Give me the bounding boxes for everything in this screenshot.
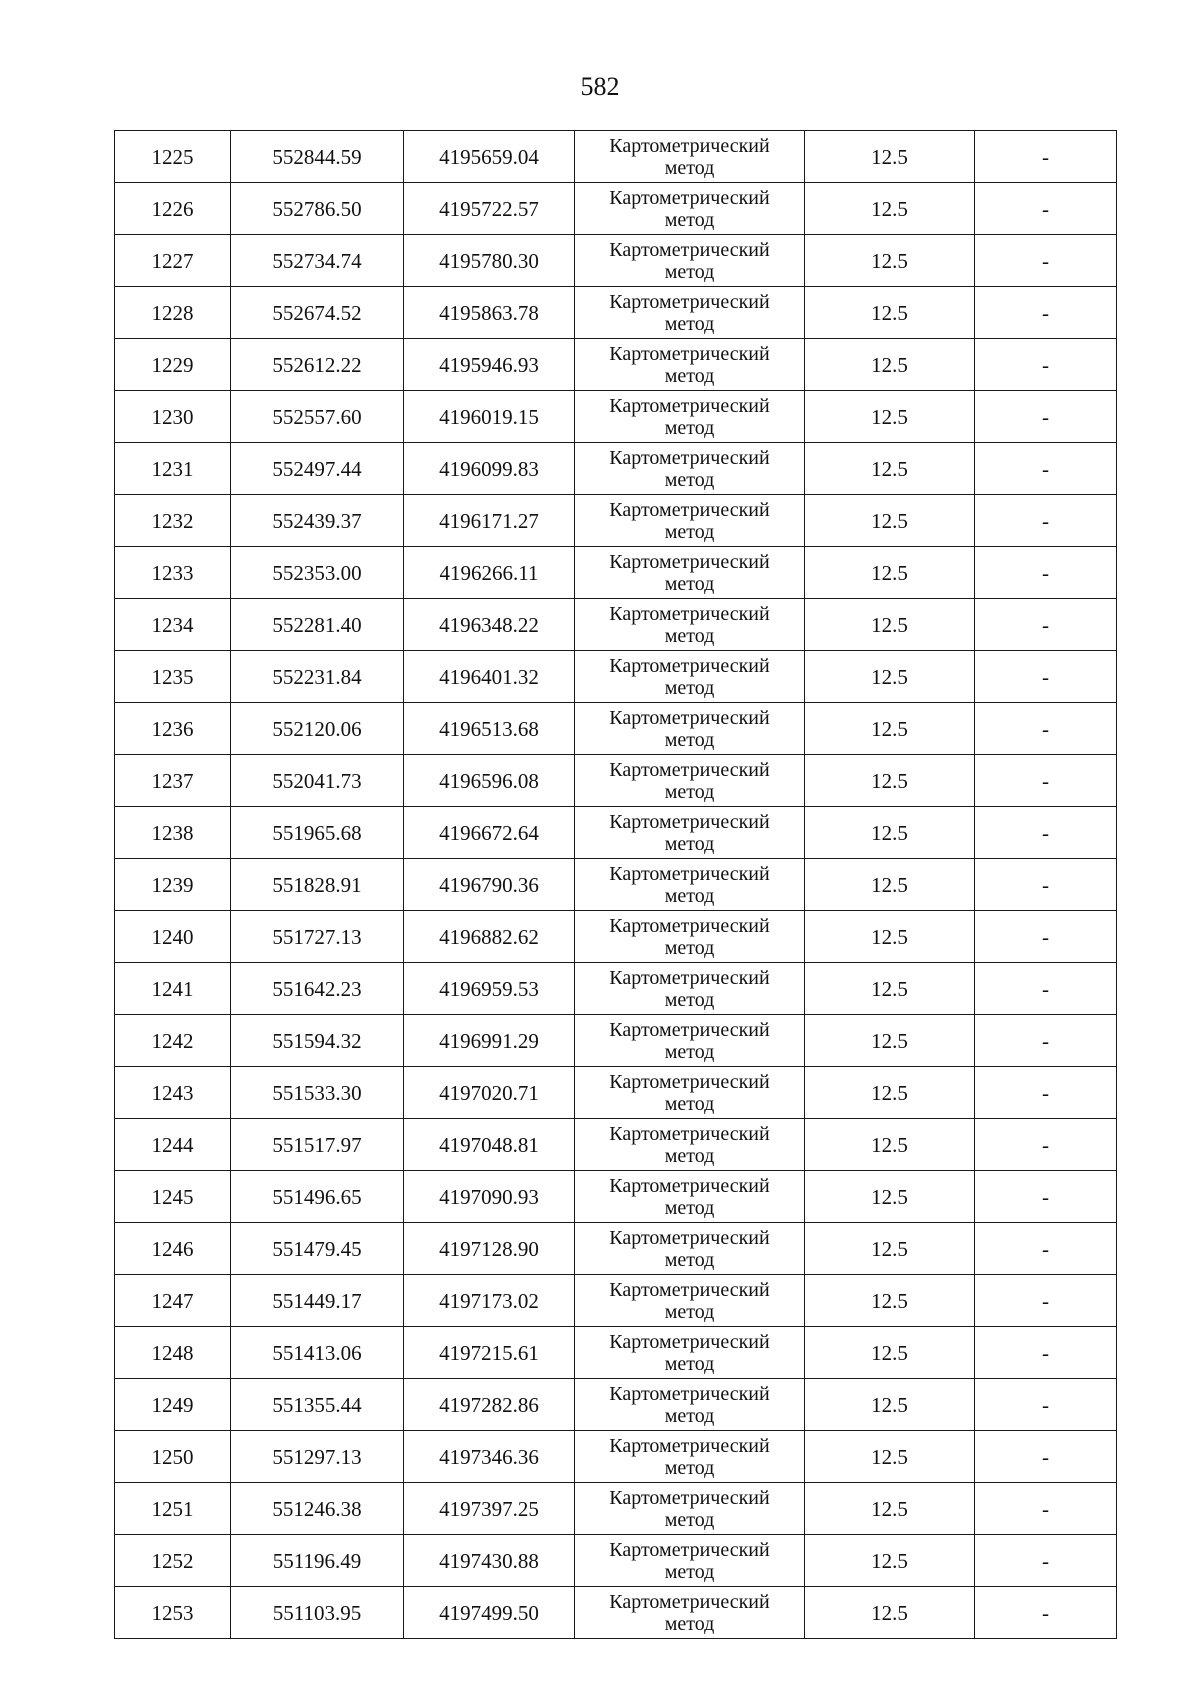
accuracy-cell: 12.5 xyxy=(805,1379,975,1431)
x-coordinate-cell: 551246.38 xyxy=(231,1483,404,1535)
point-number-cell: 1241 xyxy=(115,963,231,1015)
note-cell: - xyxy=(975,287,1117,339)
method-cell xyxy=(575,1535,805,1587)
y-coordinate-cell: 4196991.29 xyxy=(404,1015,575,1067)
point-number-cell: 1249 xyxy=(115,1379,231,1431)
method-line-1: Картометрический xyxy=(609,1122,770,1145)
x-coordinate-cell: 552557.60 xyxy=(231,391,404,443)
note-cell: - xyxy=(975,235,1117,287)
x-coordinate-cell: 551642.23 xyxy=(231,963,404,1015)
method-cell xyxy=(575,1067,805,1119)
accuracy-cell: 12.5 xyxy=(805,703,975,755)
note-cell: - xyxy=(975,495,1117,547)
method-line-2: метод xyxy=(664,520,715,543)
method-line-2: метод xyxy=(664,832,715,855)
x-coordinate-cell: 551479.45 xyxy=(231,1223,404,1275)
method-cell xyxy=(575,1587,805,1639)
point-number-cell: 1232 xyxy=(115,495,231,547)
method-line-2: метод xyxy=(664,416,715,439)
accuracy-cell: 12.5 xyxy=(805,1067,975,1119)
y-coordinate-cell: 4195659.04 xyxy=(404,131,575,183)
table-row xyxy=(115,547,1117,599)
accuracy-cell: 12.5 xyxy=(805,859,975,911)
y-coordinate-cell: 4197128.90 xyxy=(404,1223,575,1275)
method-line-2: метод xyxy=(664,1144,715,1167)
accuracy-cell: 12.5 xyxy=(805,1483,975,1535)
note-cell: - xyxy=(975,391,1117,443)
method-line-2: метод xyxy=(664,1508,715,1531)
note-cell: - xyxy=(975,1483,1117,1535)
method-cell xyxy=(575,1483,805,1535)
method-cell xyxy=(575,651,805,703)
note-cell: - xyxy=(975,131,1117,183)
coordinates-table xyxy=(114,130,1117,1639)
table-row xyxy=(115,1015,1117,1067)
accuracy-cell: 12.5 xyxy=(805,495,975,547)
method-line-1: Картометрический xyxy=(609,1486,770,1509)
x-coordinate-cell: 551594.32 xyxy=(231,1015,404,1067)
table-row xyxy=(115,599,1117,651)
method-line-1: Картометрический xyxy=(609,1330,770,1353)
table-row xyxy=(115,1483,1117,1535)
method-line-1: Картометрический xyxy=(609,394,770,417)
note-cell: - xyxy=(975,1223,1117,1275)
y-coordinate-cell: 4197173.02 xyxy=(404,1275,575,1327)
table-row xyxy=(115,1119,1117,1171)
method-line-2: метод xyxy=(664,1404,715,1427)
accuracy-cell: 12.5 xyxy=(805,1327,975,1379)
method-line-1: Картометрический xyxy=(609,498,770,521)
table-row xyxy=(115,1327,1117,1379)
note-cell: - xyxy=(975,443,1117,495)
point-number-cell: 1237 xyxy=(115,755,231,807)
method-line-1: Картометрический xyxy=(609,238,770,261)
page-number: 582 xyxy=(580,72,620,101)
point-number-cell: 1253 xyxy=(115,1587,231,1639)
x-coordinate-cell: 551103.95 xyxy=(231,1587,404,1639)
accuracy-cell: 12.5 xyxy=(805,1119,975,1171)
method-cell xyxy=(575,703,805,755)
method-line-2: метод xyxy=(664,676,715,699)
x-coordinate-cell: 551297.13 xyxy=(231,1431,404,1483)
accuracy-cell: 12.5 xyxy=(805,339,975,391)
x-coordinate-cell: 552353.00 xyxy=(231,547,404,599)
y-coordinate-cell: 4196099.83 xyxy=(404,443,575,495)
method-line-2: метод xyxy=(664,260,715,283)
method-line-1: Картометрический xyxy=(609,1174,770,1197)
point-number-cell: 1239 xyxy=(115,859,231,911)
method-line-2: метод xyxy=(664,1612,715,1635)
method-line-1: Картометрический xyxy=(609,1070,770,1093)
table-row xyxy=(115,1067,1117,1119)
method-line-1: Картометрический xyxy=(609,446,770,469)
x-coordinate-cell: 552612.22 xyxy=(231,339,404,391)
table-row xyxy=(115,651,1117,703)
point-number-cell: 1233 xyxy=(115,547,231,599)
method-cell xyxy=(575,807,805,859)
note-cell: - xyxy=(975,183,1117,235)
method-cell xyxy=(575,339,805,391)
method-cell xyxy=(575,131,805,183)
accuracy-cell: 12.5 xyxy=(805,807,975,859)
method-line-1: Картометрический xyxy=(609,602,770,625)
accuracy-cell: 12.5 xyxy=(805,1535,975,1587)
note-cell: - xyxy=(975,651,1117,703)
accuracy-cell: 12.5 xyxy=(805,1015,975,1067)
table-row xyxy=(115,391,1117,443)
method-cell xyxy=(575,755,805,807)
note-cell: - xyxy=(975,339,1117,391)
method-line-2: метод xyxy=(664,1352,715,1375)
x-coordinate-cell: 552281.40 xyxy=(231,599,404,651)
table-row xyxy=(115,1223,1117,1275)
method-line-1: Картометрический xyxy=(609,342,770,365)
y-coordinate-cell: 4195722.57 xyxy=(404,183,575,235)
x-coordinate-cell: 552786.50 xyxy=(231,183,404,235)
y-coordinate-cell: 4197430.88 xyxy=(404,1535,575,1587)
point-number-cell: 1230 xyxy=(115,391,231,443)
table-row xyxy=(115,1379,1117,1431)
accuracy-cell: 12.5 xyxy=(805,1275,975,1327)
accuracy-cell: 12.5 xyxy=(805,1587,975,1639)
table-row xyxy=(115,1535,1117,1587)
method-line-1: Картометрический xyxy=(609,1278,770,1301)
x-coordinate-cell: 552674.52 xyxy=(231,287,404,339)
note-cell: - xyxy=(975,1327,1117,1379)
method-line-2: метод xyxy=(664,572,715,595)
method-cell xyxy=(575,1379,805,1431)
point-number-cell: 1234 xyxy=(115,599,231,651)
method-line-1: Картометрический xyxy=(609,810,770,833)
method-line-2: метод xyxy=(664,728,715,751)
note-cell: - xyxy=(975,1171,1117,1223)
accuracy-cell: 12.5 xyxy=(805,1223,975,1275)
y-coordinate-cell: 4196019.15 xyxy=(404,391,575,443)
method-cell xyxy=(575,1223,805,1275)
x-coordinate-cell: 551727.13 xyxy=(231,911,404,963)
y-coordinate-cell: 4195946.93 xyxy=(404,339,575,391)
note-cell: - xyxy=(975,1587,1117,1639)
method-line-1: Картометрический xyxy=(609,1382,770,1405)
accuracy-cell: 12.5 xyxy=(805,443,975,495)
method-cell xyxy=(575,183,805,235)
table-body xyxy=(115,131,1117,1639)
y-coordinate-cell: 4196882.62 xyxy=(404,911,575,963)
table-row xyxy=(115,1431,1117,1483)
accuracy-cell: 12.5 xyxy=(805,131,975,183)
table-row xyxy=(115,287,1117,339)
point-number-cell: 1247 xyxy=(115,1275,231,1327)
table-row xyxy=(115,755,1117,807)
table-row xyxy=(115,1587,1117,1639)
method-cell xyxy=(575,391,805,443)
method-line-1: Картометрический xyxy=(609,1226,770,1249)
method-line-1: Картометрический xyxy=(609,914,770,937)
method-line-2: метод xyxy=(664,364,715,387)
method-line-1: Картометрический xyxy=(609,290,770,313)
method-line-2: метод xyxy=(664,208,715,231)
note-cell: - xyxy=(975,755,1117,807)
method-line-1: Картометрический xyxy=(609,654,770,677)
point-number-cell: 1229 xyxy=(115,339,231,391)
y-coordinate-cell: 4196401.32 xyxy=(404,651,575,703)
y-coordinate-cell: 4197346.36 xyxy=(404,1431,575,1483)
method-cell xyxy=(575,495,805,547)
note-cell: - xyxy=(975,807,1117,859)
method-line-2: метод xyxy=(664,1456,715,1479)
method-cell xyxy=(575,287,805,339)
method-line-1: Картометрический xyxy=(609,186,770,209)
method-line-1: Картометрический xyxy=(609,1538,770,1561)
note-cell: - xyxy=(975,1015,1117,1067)
point-number-cell: 1236 xyxy=(115,703,231,755)
y-coordinate-cell: 4196513.68 xyxy=(404,703,575,755)
point-number-cell: 1251 xyxy=(115,1483,231,1535)
table-row xyxy=(115,807,1117,859)
accuracy-cell: 12.5 xyxy=(805,599,975,651)
x-coordinate-cell: 551496.65 xyxy=(231,1171,404,1223)
x-coordinate-cell: 552844.59 xyxy=(231,131,404,183)
point-number-cell: 1235 xyxy=(115,651,231,703)
method-cell xyxy=(575,1171,805,1223)
table-row xyxy=(115,911,1117,963)
point-number-cell: 1245 xyxy=(115,1171,231,1223)
table-row xyxy=(115,443,1117,495)
y-coordinate-cell: 4197048.81 xyxy=(404,1119,575,1171)
x-coordinate-cell: 552497.44 xyxy=(231,443,404,495)
note-cell: - xyxy=(975,599,1117,651)
y-coordinate-cell: 4196266.11 xyxy=(404,547,575,599)
point-number-cell: 1228 xyxy=(115,287,231,339)
y-coordinate-cell: 4196171.27 xyxy=(404,495,575,547)
point-number-cell: 1248 xyxy=(115,1327,231,1379)
note-cell: - xyxy=(975,1431,1117,1483)
x-coordinate-cell: 551965.68 xyxy=(231,807,404,859)
method-line-2: метод xyxy=(664,780,715,803)
point-number-cell: 1242 xyxy=(115,1015,231,1067)
method-line-2: метод xyxy=(664,468,715,491)
note-cell: - xyxy=(975,1067,1117,1119)
note-cell: - xyxy=(975,703,1117,755)
method-cell xyxy=(575,1327,805,1379)
method-cell xyxy=(575,1015,805,1067)
table-row xyxy=(115,131,1117,183)
point-number-cell: 1227 xyxy=(115,235,231,287)
table-row xyxy=(115,1275,1117,1327)
method-cell xyxy=(575,963,805,1015)
note-cell: - xyxy=(975,911,1117,963)
method-line-2: метод xyxy=(664,624,715,647)
accuracy-cell: 12.5 xyxy=(805,391,975,443)
y-coordinate-cell: 4197499.50 xyxy=(404,1587,575,1639)
x-coordinate-cell: 551355.44 xyxy=(231,1379,404,1431)
table-row xyxy=(115,1171,1117,1223)
table-row xyxy=(115,235,1117,287)
accuracy-cell: 12.5 xyxy=(805,183,975,235)
table-row xyxy=(115,963,1117,1015)
method-line-1: Картометрический xyxy=(609,1018,770,1041)
accuracy-cell: 12.5 xyxy=(805,911,975,963)
method-cell xyxy=(575,1275,805,1327)
note-cell: - xyxy=(975,963,1117,1015)
point-number-cell: 1231 xyxy=(115,443,231,495)
method-line-1: Картометрический xyxy=(609,706,770,729)
accuracy-cell: 12.5 xyxy=(805,963,975,1015)
method-cell xyxy=(575,599,805,651)
x-coordinate-cell: 552439.37 xyxy=(231,495,404,547)
y-coordinate-cell: 4196672.64 xyxy=(404,807,575,859)
point-number-cell: 1246 xyxy=(115,1223,231,1275)
method-cell xyxy=(575,235,805,287)
method-line-2: метод xyxy=(664,1040,715,1063)
note-cell: - xyxy=(975,1275,1117,1327)
y-coordinate-cell: 4196348.22 xyxy=(404,599,575,651)
method-line-2: метод xyxy=(664,312,715,335)
y-coordinate-cell: 4195780.30 xyxy=(404,235,575,287)
y-coordinate-cell: 4196959.53 xyxy=(404,963,575,1015)
y-coordinate-cell: 4196790.36 xyxy=(404,859,575,911)
point-number-cell: 1238 xyxy=(115,807,231,859)
y-coordinate-cell: 4196596.08 xyxy=(404,755,575,807)
point-number-cell: 1244 xyxy=(115,1119,231,1171)
accuracy-cell: 12.5 xyxy=(805,1171,975,1223)
point-number-cell: 1252 xyxy=(115,1535,231,1587)
note-cell: - xyxy=(975,1535,1117,1587)
y-coordinate-cell: 4197090.93 xyxy=(404,1171,575,1223)
method-line-1: Картометрический xyxy=(609,134,770,157)
table-row xyxy=(115,703,1117,755)
method-line-2: метод xyxy=(664,936,715,959)
table-row xyxy=(115,183,1117,235)
method-line-2: метод xyxy=(664,1092,715,1115)
x-coordinate-cell: 552734.74 xyxy=(231,235,404,287)
method-line-2: метод xyxy=(664,1248,715,1271)
accuracy-cell: 12.5 xyxy=(805,287,975,339)
method-line-2: метод xyxy=(664,156,715,179)
x-coordinate-cell: 551196.49 xyxy=(231,1535,404,1587)
method-line-2: метод xyxy=(664,1196,715,1219)
accuracy-cell: 12.5 xyxy=(805,1431,975,1483)
x-coordinate-cell: 551533.30 xyxy=(231,1067,404,1119)
point-number-cell: 1250 xyxy=(115,1431,231,1483)
y-coordinate-cell: 4197397.25 xyxy=(404,1483,575,1535)
x-coordinate-cell: 552231.84 xyxy=(231,651,404,703)
x-coordinate-cell: 551449.17 xyxy=(231,1275,404,1327)
x-coordinate-cell: 551517.97 xyxy=(231,1119,404,1171)
y-coordinate-cell: 4197282.86 xyxy=(404,1379,575,1431)
method-cell xyxy=(575,911,805,963)
x-coordinate-cell: 551828.91 xyxy=(231,859,404,911)
table-row xyxy=(115,495,1117,547)
accuracy-cell: 12.5 xyxy=(805,547,975,599)
method-line-2: метод xyxy=(664,1300,715,1323)
method-cell xyxy=(575,443,805,495)
method-line-1: Картометрический xyxy=(609,966,770,989)
x-coordinate-cell: 552120.06 xyxy=(231,703,404,755)
note-cell: - xyxy=(975,547,1117,599)
accuracy-cell: 12.5 xyxy=(805,755,975,807)
method-cell xyxy=(575,547,805,599)
note-cell: - xyxy=(975,859,1117,911)
point-number-cell: 1243 xyxy=(115,1067,231,1119)
accuracy-cell: 12.5 xyxy=(805,235,975,287)
method-line-1: Картометрический xyxy=(609,1434,770,1457)
method-line-1: Картометрический xyxy=(609,862,770,885)
table-row xyxy=(115,859,1117,911)
point-number-cell: 1240 xyxy=(115,911,231,963)
method-line-2: метод xyxy=(664,1560,715,1583)
point-number-cell: 1225 xyxy=(115,131,231,183)
method-line-1: Картометрический xyxy=(609,758,770,781)
method-line-2: метод xyxy=(664,988,715,1011)
method-cell xyxy=(575,1431,805,1483)
method-line-1: Картометрический xyxy=(609,550,770,573)
y-coordinate-cell: 4197215.61 xyxy=(404,1327,575,1379)
accuracy-cell: 12.5 xyxy=(805,651,975,703)
method-cell xyxy=(575,859,805,911)
x-coordinate-cell: 551413.06 xyxy=(231,1327,404,1379)
method-line-2: метод xyxy=(664,884,715,907)
y-coordinate-cell: 4197020.71 xyxy=(404,1067,575,1119)
table-row xyxy=(115,339,1117,391)
point-number-cell: 1226 xyxy=(115,183,231,235)
x-coordinate-cell: 552041.73 xyxy=(231,755,404,807)
method-cell xyxy=(575,1119,805,1171)
note-cell: - xyxy=(975,1379,1117,1431)
method-line-1: Картометрический xyxy=(609,1590,770,1613)
note-cell: - xyxy=(975,1119,1117,1171)
y-coordinate-cell: 4195863.78 xyxy=(404,287,575,339)
